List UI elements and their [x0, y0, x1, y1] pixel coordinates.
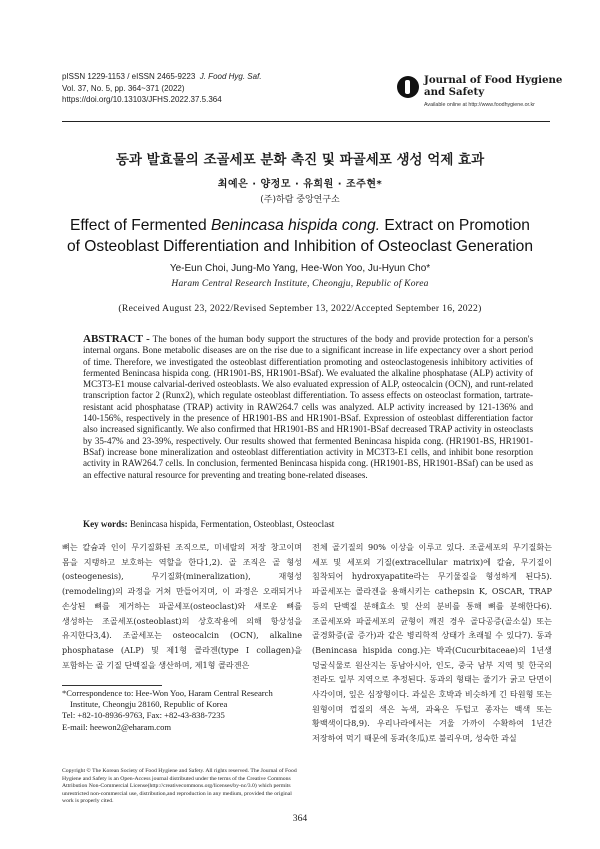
korean-authors: 최예은 · 양정모 · 유희원 · 조주현*	[217, 179, 383, 190]
doi-link[interactable]: https://doi.org/10.13103/JFHS.2022.37.5.364	[62, 95, 222, 104]
correspondence-email[interactable]: E-mail: heewon2@eharam.com	[62, 721, 172, 732]
journal-url[interactable]: Available online at http://www.foodhygiene.or.kr	[424, 102, 535, 108]
volume-text: Vol. 37, No. 5, pp. 364~371 (2022)	[62, 83, 185, 93]
article-meta	[62, 71, 262, 106]
journal-abbrev: J. Food Hyg. Saf.	[199, 72, 262, 81]
korean-affiliation: (주)하람 중앙연구소	[260, 195, 340, 205]
issn-text: pISSN 1229-1153 / eISSN 2465-9223	[62, 72, 196, 81]
title-species: Benincasa hispida cong.	[210, 217, 381, 234]
abstract-text: The bones of the human body support the structures of the body and provide protection for a person's internal organs. Bone metabolic diseases are on the rise due to a significant increase in life expectancy over a short period of time. Therefore, we investigated the osteoblast differentiation promoting and osteoclastogenesis inhibitory activities of fermented Benincasa hispida cong. (HR1901-BS, HR1901-BSaf). We evaluated the alkaline phosphatase (ALP) activity of MC3T3-E1 mouse calvarial-derived osteoblasts. We also evaluated expression of ALP, osteocalcin (OCN), and runt-related transcription factor 2 (Runx2), which regulate osteoblast differentiation. To assess effects on osteoclast formation, tartrate-resistant acid phosphatase (TRAP) activity in RAW264.7 cells was analyzed. ALP activity increased by 121-136% and 140-156%, respectively in the presence of HR1901-BS and HR1901-BSaf. Expression of osteoblast differentiation factor also increased significantly. We also confirmed that HR1901-BS and HR1901-BSaf decreased TRAP activity in osteoclasts by 35-47% and 23-39%, respectively. Our results showed that fermented Benincasa hispida cong. (HR1901-BS, HR1901-BSaf) increase bone mineralization and osteoblast differentiation activity in MC3T3-E1 cells, and inhibit bone resorption activity in RAW264.7 cells. In conclusion, fermented Benincasa hispida cong. (HR1901-BS, HR1901-BSaf) can be used as an effective natural resource for preventing and treating bone-related diseases.	[83, 334, 533, 480]
body-column-left: 뼈는 칼슘과 인이 무기질화된 조직으로, 미네랄의 저장 창고이며 몸을 지탱하고 보호하는 역할을 한다1,2). 골 조직은 골 형성(osteogenesis), 무기질화(mineralization), 재형성(remodeling)의 과정을 거쳐 만들어지며, 이 과정은 오래되거나 손상된 뼈를 제거하는 파골세포(osteoclast)와 새로운 뼈를 생성하는 조골세포(osteoblast)의 상호작용에 의해 항상성을 유지한다3,4). 조골세포는 osteocalcin (OCN), alkaline phosphatase (ALP) 및 제1형 콜라겐(type I collagen)을 포함하는 골 기질 단백질을 생산하며, 제1형 콜라겐은	[62, 542, 302, 670]
english-affiliation: Haram Central Research Institute, Cheongju, Republic of Korea	[171, 279, 429, 289]
journal-logo	[397, 74, 563, 116]
correspondence	[62, 688, 302, 733]
page-number: 364	[292, 813, 308, 824]
abstract-heading: ABSTRACT -	[83, 333, 150, 345]
keywords-text: Benincasa hispida, Fermentation, Osteoblast, Osteoclast	[127, 519, 335, 529]
correspondence-line: Tel: +82-10-8936-9763, Fax: +82-43-838-7235	[62, 710, 225, 721]
journal-name-line1: Journal of Food Hygiene	[424, 74, 563, 86]
english-authors: Ye-Eun Choi, Jung-Mo Yang, Hee-Won Yoo, Ju-Hyun Cho*	[169, 263, 431, 274]
body-column-right: 전체 골기질의 90% 이상을 이루고 있다. 조골세포의 무기질화는 세포 및 세포외 기질(extracellular matrix)에 칼슘, 무기질이 침착되어 hydroxyapatite라는 무기물질을 형성하게 된다5). 파골세포는 콜라겐을 용해시키는 cathepsin K, OSCAR, TRAP 등의 단백질 분해효소 및 산의 분비를 통해 뼈를 분해한다6). 조골세포와 파골세포의 균형이 깨진 경우 골다공증(골소실) 또는 골경화증(골 증가)과 같은 병리학적 상태가 초래될 수 있다7). 동과(Benincasa hispida cong.)는 박과(Cucurbitaceae)의 1년생 덩굴식물로 원산지는 동남아시아, 인도, 중국 남부 지역 및 한국의 전라도 일부 지역으로 추정된다. 동과의 형태는 줄기가 굵고 단면이 사각이며, 잎은 심장형이다. 과실은 호박과 비슷하게 긴 타원형 또는 원형이며 껍질의 색은 녹색, 과육은 두텁고 종자는 백색 또는 황백색이다8,9). 우리나라에서는 겨울 가까이 수확하여 1년간 저장하여 먹기 때문에 동과(冬瓜)로 불리우며, 성숙한 과실	[312, 542, 552, 744]
korean-title: 동과 발효물의 조골세포 분화 촉진 및 파골세포 생성 억제 효과	[115, 152, 485, 168]
correspondence-line: Institute, Cheongju 28160, Republic of Korea	[70, 699, 228, 710]
journal-name-line2: and Safety	[424, 86, 485, 98]
abstract	[83, 334, 533, 481]
copyright-notice: Copyright © The Korean Society of Food Hygiene and Safety. All rights reserved. The Journal of Food Hygiene and Safety is an Open-Access journal distributed under the terms of the Creative Commons Attribution Non-Commercial License(http://creativecommons.org/licenses/by-nc/3.0) which permits unrestricted non-commercial use, distribution,and reproduction in any medium, provided the original work is properly cited.	[62, 768, 297, 805]
footnote-divider	[62, 685, 162, 686]
keywords	[83, 519, 533, 529]
correspondence-line: *Correspondence to: Hee-Won Yoo, Haram Central Research	[62, 688, 273, 698]
header-divider	[62, 121, 550, 122]
title-part-2: Extract on Promotion	[380, 217, 530, 234]
journal-logo-icon	[397, 76, 419, 98]
received-dates: (Received August 23, 2022/Revised September 13, 2022/Accepted September 16, 2022)	[118, 303, 482, 314]
keywords-label: Key words:	[83, 519, 128, 529]
english-title	[40, 215, 560, 257]
title-part-1: Effect of Fermented	[69, 217, 211, 234]
title-line-2: of Osteoblast Differentiation and Inhibition of Osteoclast Generation	[66, 238, 534, 255]
